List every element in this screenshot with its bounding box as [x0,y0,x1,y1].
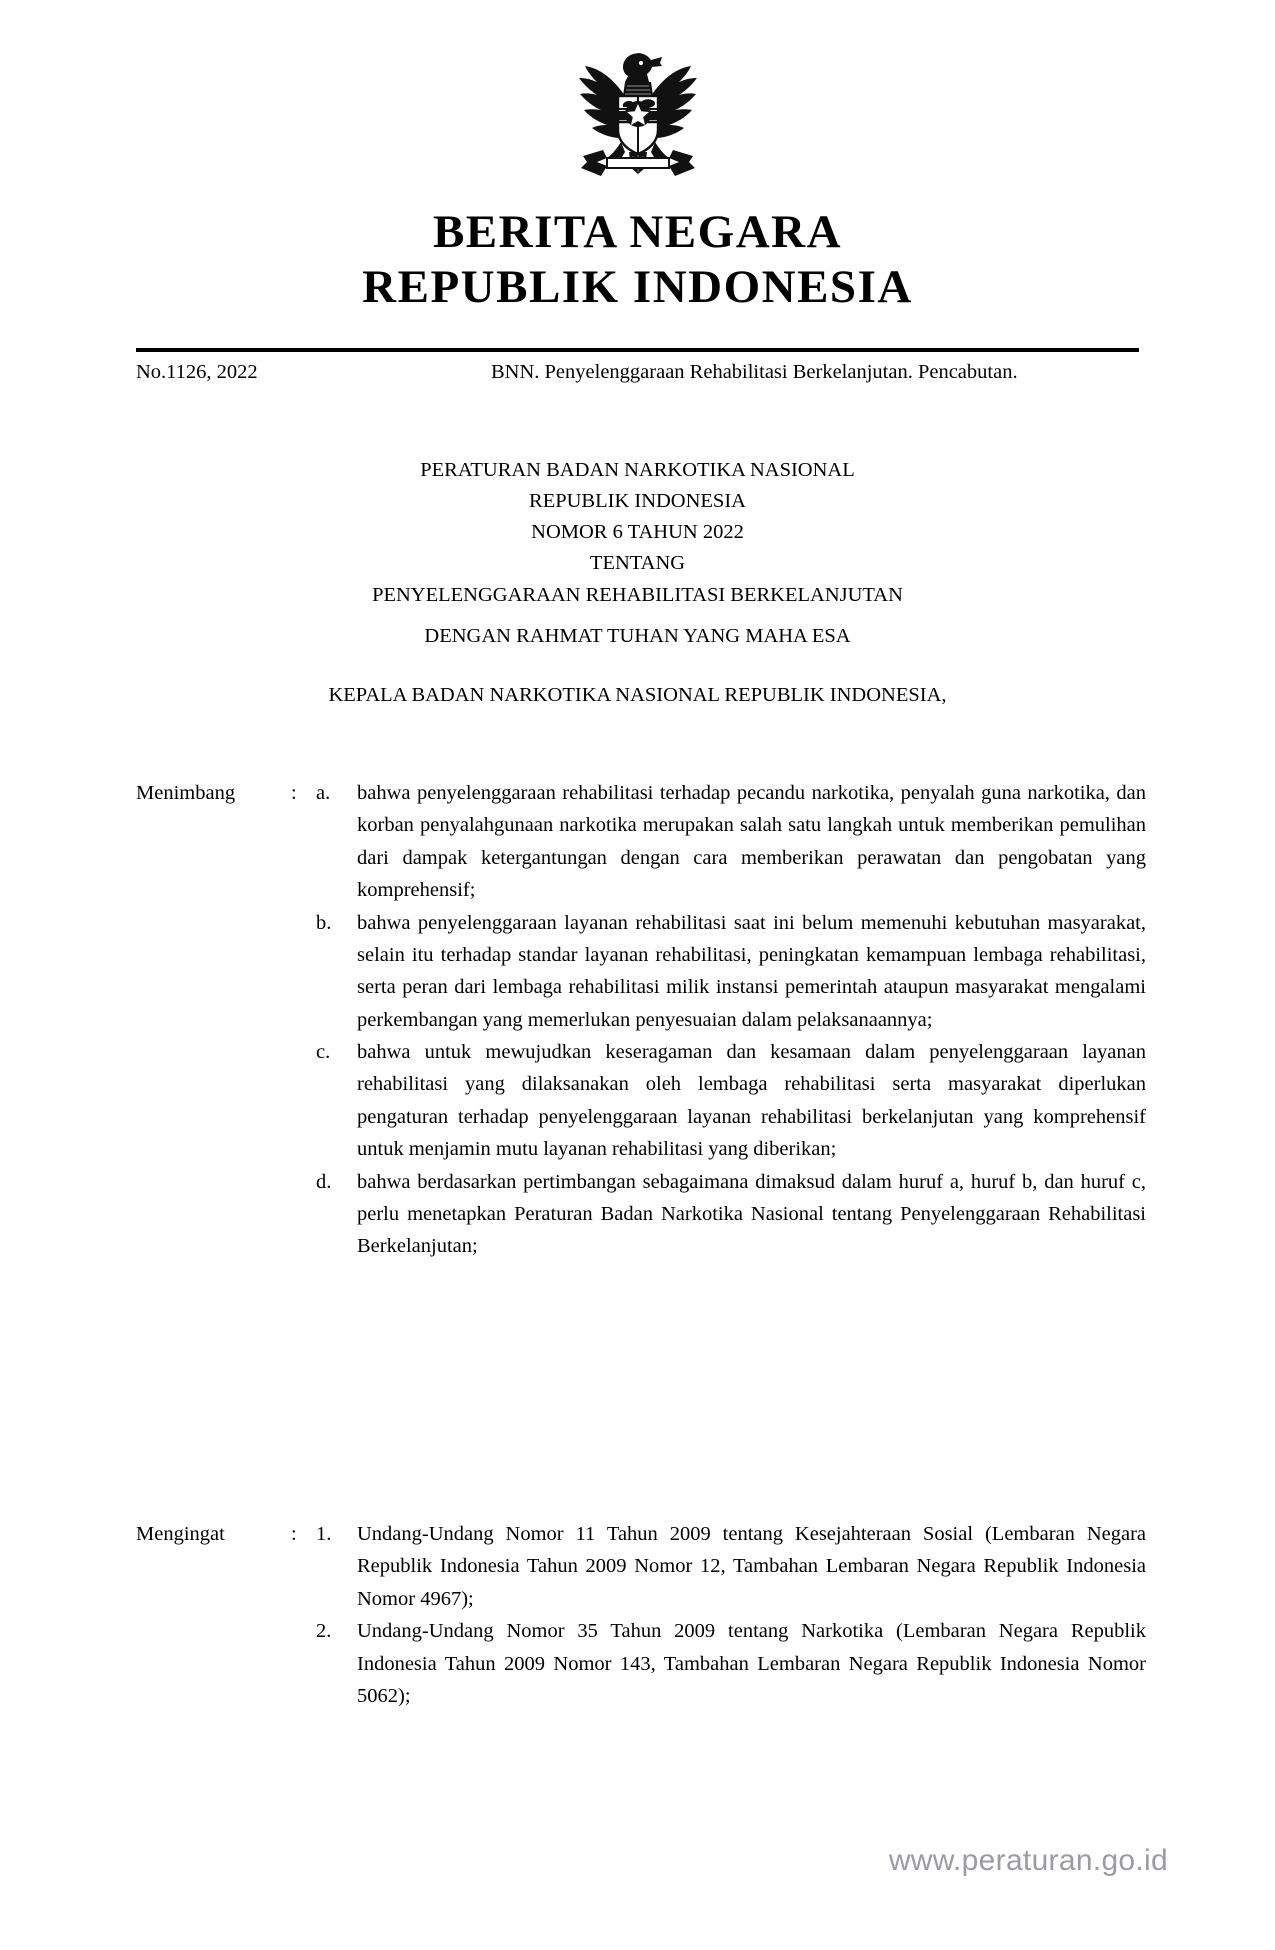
mengingat-item-1 [136,1518,1146,1615]
mengingat-item-2 [136,1615,1146,1712]
menimbang-marker-d: d. [316,1170,332,1193]
menimbang-marker-b: b. [316,911,332,934]
masthead-rule [136,348,1139,352]
garuda-pancasila-icon [563,38,713,178]
authority-line: KEPALA BADAN NARKOTIKA NASIONAL REPUBLIK INDONESIA, [328,684,947,706]
mengingat-text-1: Undang-Undang Nomor 11 Tahun 2009 tentang Kesejahteraan Sosial (Lembaran Negara Republik Indonesia Tahun 2009 Nomor 12, Tambahan Lembaran Negara Republik Indonesia Nomor 4967); [357,1523,1146,1610]
menimbang-text-b: bahwa penyelenggaraan layanan rehabilitasi saat ini belum memenuhi kebutuhan masyarakat, selain itu terhadap standar layanan rehabilitasi, peningkatan kemampuan lembaga rehabilitasi, serta peran dari lembaga rehabilitasi milik instansi pemerintah ataupun masyarakat mengalami perkembangan yang memerlukan penyesuaian dalam pelaksanaannya; [357,911,1146,1031]
header-info [136,358,1146,387]
regulation-title-block [0,455,1275,611]
mengingat-marker-2: 2. [316,1620,332,1643]
mengingat-label: Mengingat [136,1523,225,1545]
mengingat-marker-1: 1. [316,1523,332,1545]
gazette-number: No.1126, 2022 [136,361,258,383]
title-line-number: NOMOR 6 TAHUN 2022 [531,521,744,544]
menimbang-item-a [136,777,1146,907]
title-line-country: REPUBLIK INDONESIA [529,490,746,513]
footer-watermark: www.peraturan.go.id [888,1844,1168,1877]
title-line-subject: PENYELENGGARAAN REHABILITASI BERKELANJUTAN [372,583,903,606]
gazette-subject: BNN. Penyelenggaraan Rehabilitasi Berkelanjutan. Pencabutan. [491,361,1018,383]
menimbang-colon: : [291,782,297,804]
mengingat-colon: : [291,1523,297,1545]
menimbang-text-c: bahwa untuk mewujudkan keseragaman dan kesamaan dalam penyelenggaraan layanan rehabilitasi yang dilaksanakan oleh lembaga rehabilitasi serta masyarakat diperlukan pengaturan terhadap penyelenggaraan layanan rehabilitasi berkelanjutan yang komprehensif untuk menjamin mutu layanan rehabilitasi yang diberikan; [357,1041,1146,1161]
menimbang-marker-c: c. [316,1041,331,1063]
masthead-line-1: BERITA NEGARA [432,206,843,258]
menimbang-label: Menimbang [136,782,236,804]
menimbang-item-c [136,1036,1146,1166]
masthead-line-2: REPUBLIK INDONESIA [362,261,913,314]
menimbang-text-a: bahwa penyelenggaraan rehabilitasi terhadap pecandu narkotika, penyalah guna narkotika, dan korban penyalahgunaan narkotika merupakan salah satu langkah untuk memberikan pemulihan dari dampak ketergantungan dengan cara memberikan perawatan dan pengobatan yang komprehensif; [357,782,1146,902]
menimbang-section [136,777,1146,1263]
masthead [0,205,1275,316]
mengingat-section [136,1518,1146,1712]
title-line-tentang: TENTANG [589,552,686,575]
emblem-container [0,38,1275,183]
menimbang-text-d: bahwa berdasarkan pertimbangan sebagaimana dimaksud dalam huruf a, huruf b, dan huruf c, perlu menetapkan Peraturan Badan Narkotika Nasional tentang Penyelenggaraan Rehabilitasi Berkelanjutan; [357,1170,1146,1258]
mengingat-text-2: Undang-Undang Nomor 35 Tahun 2009 tentang Narkotika (Lembaran Negara Republik Indonesia Tahun 2009 Nomor 143, Tambahan Lembaran Negara Republik Indonesia Nomor 5062); [357,1620,1146,1707]
menimbang-marker-a: a. [316,782,331,804]
menimbang-item-b [136,907,1146,1037]
title-line-institution: PERATURAN BADAN NARKOTIKA NASIONAL [420,459,855,481]
invocation-line: DENGAN RAHMAT TUHAN YANG MAHA ESA [424,625,851,647]
menimbang-item-d [136,1166,1146,1263]
